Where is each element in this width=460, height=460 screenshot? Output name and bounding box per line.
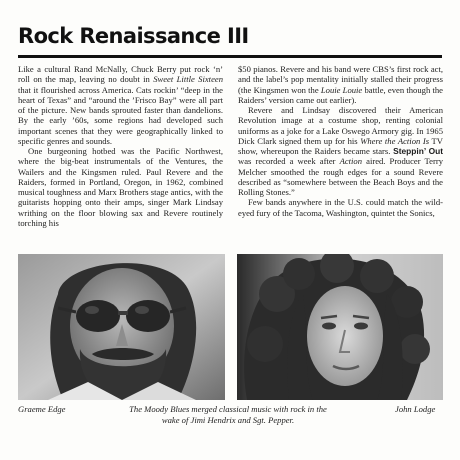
caption-left-name: Graeme Edge <box>18 404 66 414</box>
show-title: Action <box>339 156 363 167</box>
text-run: that it flourished across America. Cats rockin’ “deep in the heart of Texas” and “around the ’Frisco Bay” were all part of the picture. New bands sprouted faster than dandelions. By the early ’60s, some regions had developed such important scenes that they were geographically linked to specific genres and sounds. <box>18 84 223 146</box>
photo-graeme-edge <box>18 254 225 400</box>
photo-john-lodge <box>237 254 443 400</box>
song-title: Steppin’ Out <box>393 146 443 156</box>
song-title: Louie Louie <box>320 84 363 95</box>
text-run: battle, even though the Raiders’ version came out earlier). <box>238 84 443 105</box>
paragraph <box>18 64 223 146</box>
text-run: TV show, whereupon the Raiders became stars. <box>238 135 443 156</box>
article-title: Rock Renaissance III <box>18 24 249 48</box>
caption-line: The Moody Blues merged classical music with rock in the <box>129 404 327 414</box>
text-run: aired. Producer Terry Melcher smoothed the rough edges for a sound Revere described as “somewhere between the Beach Boys and the Rolling Stones.” <box>238 156 443 197</box>
caption-right-name: John Lodge <box>395 404 436 414</box>
text-run: Like a cultural Rand McNally, Chuck Berry put rock ‘n’ roll on the map, leaving no doubt in <box>18 64 223 85</box>
song-title: Sweet Little Sixteen <box>153 74 223 85</box>
paragraph: Few bands anywhere in the U.S. could match the wild-eyed fury of the Tacoma, Washington, quintet the Sonics, <box>238 197 443 218</box>
portrait-image <box>18 254 225 400</box>
show-title: Where the Action Is <box>360 135 430 146</box>
article-column-left <box>18 64 223 228</box>
article-column-right <box>238 64 443 218</box>
photo-caption <box>118 404 338 425</box>
text-run: was recorded a week after <box>238 156 340 167</box>
paragraph: One burgeoning hotbed was the Pacific Northwest, where the big-beat instrumentals of the Ventures, the Wailers and the Kingsmen ruled. Paul Revere and the Raiders, formed in Portland, Oregon, in 1962, combined musical toughness and Marx Brothers stage antics, with the guitarists hopping onto their amps, singer Mark Lindsay writhing on the floor blowing sax and Revere routinely torching his <box>18 146 223 228</box>
title-rule <box>18 55 442 58</box>
caption-line: wake of Jimi Hendrix and Sgt. Pepper. <box>161 414 295 425</box>
portrait-image <box>237 254 443 400</box>
text-run: Revere and Lindsay discovered their American Revolution image at a costume shop, renting colonial uniforms as a joke for a Lake Oswego Armory gig. In 1965 Dick Clark signed them up for his <box>238 105 443 146</box>
paragraph <box>238 64 443 105</box>
text-run: $50 pianos. Revere and his band were CBS’s first rock act, and the label’s pop mentality initially stalled their progress (the Kingsmen won the <box>238 64 443 95</box>
paragraph <box>238 105 443 197</box>
